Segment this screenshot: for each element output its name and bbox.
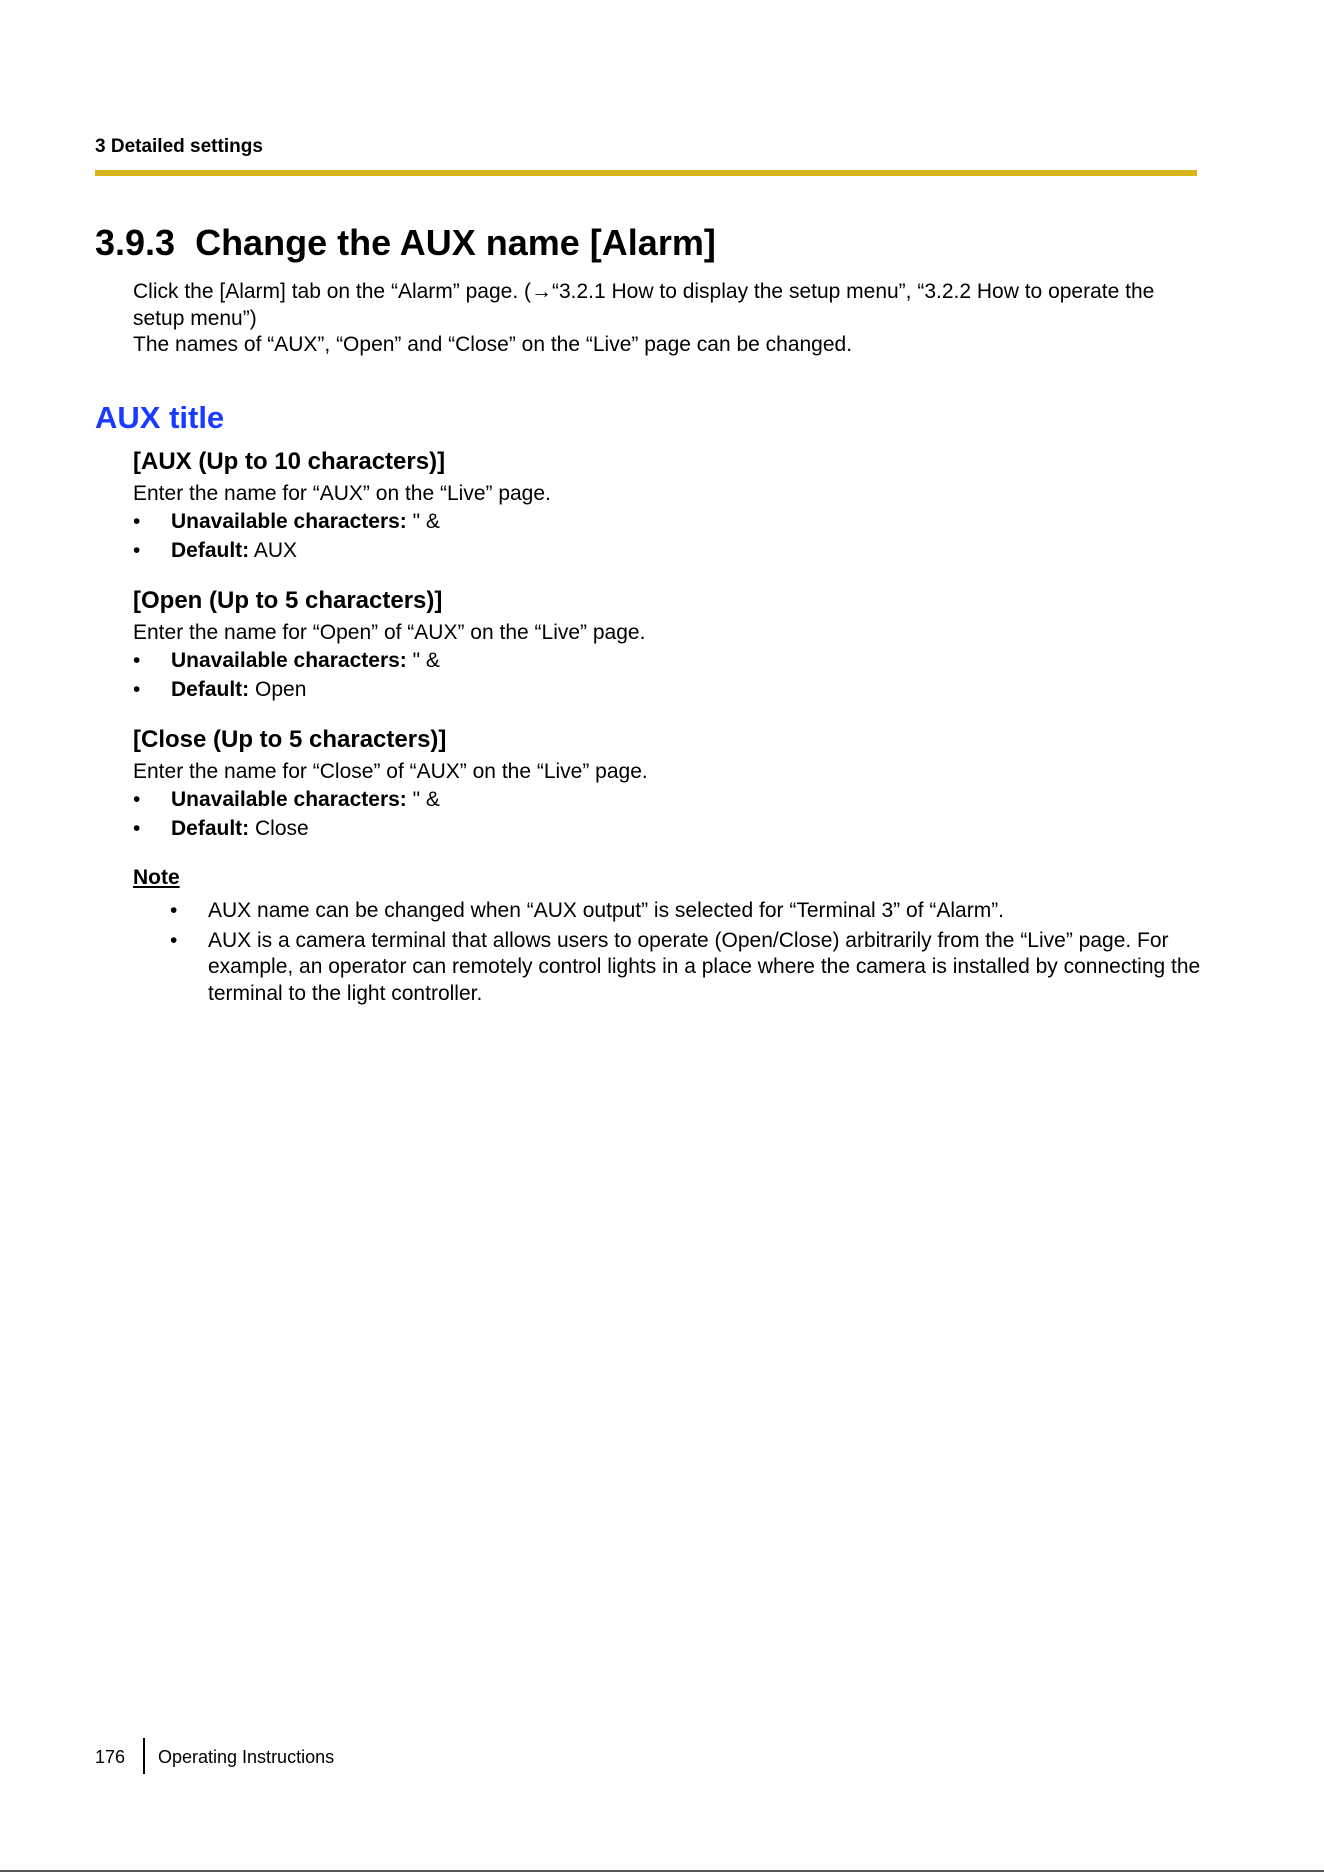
default-value: Open <box>255 677 307 701</box>
setting-item-description: Enter the name for “Open” of “AUX” on the “Live” page. <box>133 621 646 644</box>
list-item <box>133 676 1193 705</box>
bullet-icon: • <box>133 649 141 672</box>
page-number: 176 <box>95 1747 126 1767</box>
setting-item-title: [Close (Up to 5 characters)] <box>133 726 447 753</box>
bullet-icon: • <box>133 510 141 533</box>
note-text: AUX is a camera terminal that allows users to operate (Open/Close) arbitrarily from the “Live” page. For example, an operator can remotely control lights in a place where the camera is installed by connecting the terminal to the light controller. <box>208 928 1201 1005</box>
unavailable-value: " & <box>412 510 440 533</box>
setting-item-description: Enter the name for “Close” of “AUX” on the “Live” page. <box>133 760 648 783</box>
section-title: 3.9.3 Change the AUX name [Alarm] <box>95 222 716 263</box>
unavailable-value: " & <box>412 788 440 811</box>
list-item <box>133 815 1193 844</box>
bullet-icon: • <box>170 899 178 922</box>
list-item <box>133 786 1193 815</box>
unavailable-label: Unavailable characters: <box>171 788 407 811</box>
intro-paragraph: Click the [Alarm] tab on the “Alarm” page. (→“3.2.1 How to display the setup menu”, “3.2.2 How to operate the setup menu”) <box>133 280 1155 330</box>
bullet-icon: • <box>170 928 178 952</box>
list-item <box>133 647 1193 676</box>
intro-paragraph: The names of “AUX”, “Open” and “Close” on the “Live” page can be changed. <box>133 333 853 356</box>
manual-title: Operating Instructions <box>158 1747 335 1767</box>
section-intro <box>133 279 1203 359</box>
setting-item-bullets <box>133 508 1193 565</box>
default-label: Default: <box>171 677 250 701</box>
setting-item-description: Enter the name for “AUX” on the “Live” page. <box>133 482 551 505</box>
default-value: AUX <box>253 538 298 562</box>
setting-item-close <box>133 725 1193 843</box>
running-header: 3 Detailed settings <box>95 136 263 157</box>
unavailable-value: " & <box>412 649 440 672</box>
note-text: AUX name can be changed when “AUX output” is selected for “Terminal 3” of “Alarm”. <box>208 899 1005 922</box>
footer-divider <box>143 1738 145 1774</box>
unavailable-label: Unavailable characters: <box>171 510 407 533</box>
note-item <box>170 898 1210 925</box>
setting-item-title: [Open (Up to 5 characters)] <box>133 587 443 614</box>
list-item <box>133 537 1193 566</box>
setting-item-bullets <box>133 647 1193 704</box>
note-title: Note <box>133 866 180 889</box>
header-rule <box>95 170 1197 176</box>
bullet-icon: • <box>133 538 141 562</box>
setting-item-bullets <box>133 786 1193 843</box>
setting-item-aux <box>133 447 1193 565</box>
unavailable-label: Unavailable characters: <box>171 649 407 672</box>
note-item <box>170 928 1210 1008</box>
note-list <box>170 898 1210 1010</box>
subsection-title: AUX title <box>95 400 225 435</box>
default-value: Close <box>255 816 309 840</box>
bullet-icon: • <box>133 788 141 811</box>
default-label: Default: <box>171 816 250 840</box>
setting-item-open <box>133 586 1193 704</box>
list-item <box>133 508 1193 537</box>
bullet-icon: • <box>133 677 141 701</box>
default-label: Default: <box>171 538 250 562</box>
bullet-icon: • <box>133 816 141 840</box>
setting-item-title: [AUX (Up to 10 characters)] <box>133 448 446 475</box>
